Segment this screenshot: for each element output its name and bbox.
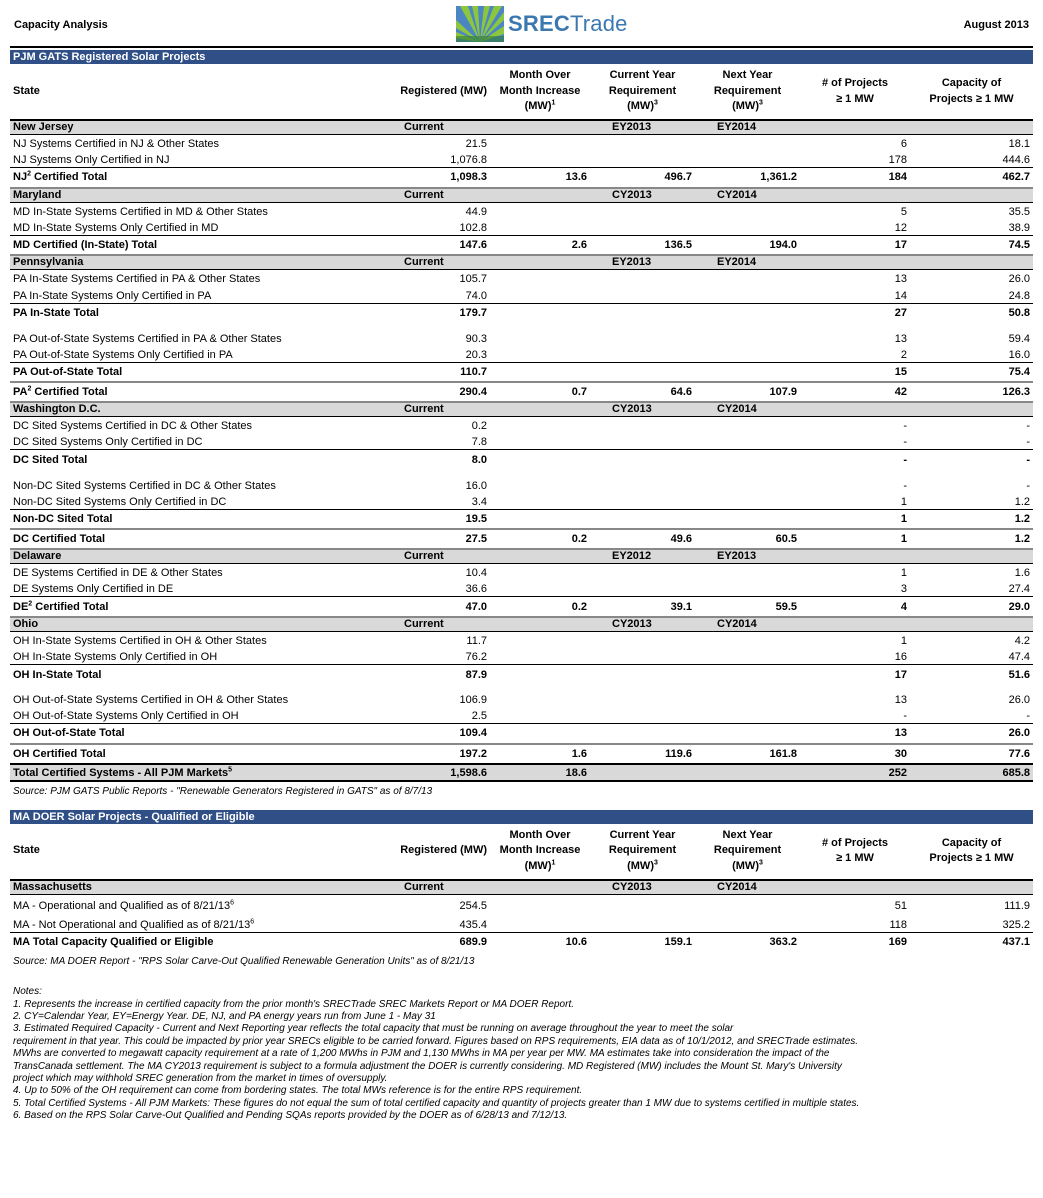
capacity-value: 74.5 <box>910 235 1033 255</box>
row-label: MA Total Capacity Qualified or Eligible <box>10 932 380 952</box>
table-row <box>10 433 1033 450</box>
projects-value: - <box>903 710 907 723</box>
current-year-label: EY2012 <box>590 549 695 564</box>
next-year-label: CY2014 <box>695 880 800 895</box>
row-label: Total Certified Systems - All PJM Markets$^5$ <box>10 764 380 781</box>
footnote-line: requirement in that year. This could be impacted by prior year SRECs eligible to be carried forward. Figures based on RPS requirements, EIA data as of 10/1/2012, and SRECTrade estimates. <box>13 1035 859 1047</box>
registered-value: 1,598.6 <box>380 764 490 781</box>
brand-name <box>508 11 628 37</box>
projects-value: 12 <box>894 221 907 234</box>
current-year-label: CY2013 <box>590 402 695 417</box>
footnote-line: 5. Total Certified Systems - All PJM Markets: These figures do not equal the sum of total certified capacity and quantity of projects greater than 1 MW due to systems certified in multiple states. <box>13 1097 860 1109</box>
row-label: MD In-State Systems Only Certified in MD <box>13 221 219 234</box>
current-label: Current <box>380 880 490 895</box>
capacity-value: 111.9 <box>1004 900 1030 913</box>
report-date: August 2013 <box>963 19 1029 31</box>
capacity-value: 50.8 <box>910 303 1033 323</box>
projects-value: 30 <box>800 744 910 764</box>
capacity-value: 24.8 <box>1008 289 1030 302</box>
state-row-ohio <box>10 617 1033 632</box>
subtotal-row-oh-in-state <box>10 665 1033 685</box>
row-label: OH Out-of-State Total <box>10 724 380 744</box>
next-req-value: 194.0 <box>695 235 800 255</box>
col-header-next-req: Next Year Requirement (MW)$^3$ <box>695 64 800 120</box>
col-header-current-req: Current Year Requirement (MW)$^3$ <box>590 824 695 880</box>
registered-value: 21.5 <box>465 138 487 151</box>
table-row <box>10 151 1033 168</box>
table-row <box>10 564 1033 581</box>
table-row <box>10 707 1033 724</box>
footnote-line: TransCanada settlement. The MA CY2013 requirement is subject to a formula adjustment the DOER is currently considering. MD Registered (MW) includes the Mount St. Mary's University <box>13 1060 842 1072</box>
footnote-line: project which may withhold SREC generation from the market in times of oversupply. <box>13 1073 388 1085</box>
table-row <box>10 286 1033 303</box>
total-row-dc <box>10 529 1033 549</box>
registered-value: 179.7 <box>380 303 490 323</box>
next-year-label: EY2014 <box>695 120 800 135</box>
table-row <box>10 476 1033 493</box>
row-label: OH In-State Systems Only Certified in OH <box>13 651 218 663</box>
brand-prefix: SREC <box>508 11 570 36</box>
table-row <box>10 691 1033 708</box>
footnote-line: 2. CY=Calendar Year, EY=Energy Year. DE, NJ, and PA energy years run from June 1 - May 31 <box>13 1011 436 1022</box>
registered-value: 435.4 <box>459 918 487 931</box>
subtotal-row-dc-sited <box>10 450 1033 470</box>
row-label: DC Sited Total <box>10 450 380 470</box>
capacity-value: - <box>1026 436 1030 449</box>
capacity-value: 51.6 <box>910 665 1033 685</box>
projects-value: 252 <box>800 764 910 781</box>
table-row <box>10 913 1033 932</box>
row-label: $PA^2$ Certified Total <box>10 382 380 402</box>
total-row-de <box>10 597 1033 617</box>
projects-value: 2 <box>900 348 907 361</box>
projects-value: 1 <box>800 529 910 549</box>
current-req-value: 119.6 <box>590 744 695 764</box>
capacity-value: 75.4 <box>910 362 1033 382</box>
registered-value: 44.9 <box>465 205 487 218</box>
capacity-value: 1.2 <box>910 509 1033 529</box>
row-label: DE Systems Certified in DE & Other States <box>13 567 223 580</box>
capacity-value: 325.2 <box>1002 918 1030 931</box>
row-label: Non-DC Sited Systems Only Certified in DC <box>13 495 227 508</box>
row-label: PA In-State Systems Only Certified in PA <box>13 289 212 302</box>
increase-value: 0.7 <box>490 382 590 402</box>
registered-value: 90.3 <box>465 332 487 345</box>
registered-value: 3.4 <box>471 495 487 508</box>
col-header-month-increase: Month Over Month Increase (MW)$^1$ <box>490 64 590 120</box>
row-label: PA In-State Total <box>10 303 380 323</box>
current-label: Current <box>380 188 490 203</box>
pjm-capacity-table <box>10 64 1033 782</box>
table-row <box>10 631 1033 648</box>
projects-value: 1 <box>800 509 910 529</box>
table-row <box>10 580 1033 597</box>
projects-value: 13 <box>894 694 907 707</box>
current-label: Current <box>380 402 490 417</box>
current-label: Current <box>380 617 490 632</box>
state-name: Delaware <box>10 549 380 564</box>
capacity-value: 1.6 <box>1014 567 1030 580</box>
row-label: MD Certified (In-State) Total <box>10 235 380 255</box>
table-row <box>10 135 1033 152</box>
state-name: New Jersey <box>10 120 380 135</box>
registered-value: 110.7 <box>380 362 490 382</box>
row-label: PA Out-of-State Total <box>10 362 380 382</box>
subtotal-row-oh-out-of-state <box>10 724 1033 744</box>
increase-value: 1.6 <box>490 744 590 764</box>
projects-value: 184 <box>800 168 910 188</box>
row-label: NJ Systems Only Certified in NJ <box>13 154 170 167</box>
next-year-label: EY2014 <box>695 255 800 270</box>
col-header-month-increase: Month Over Month Increase (MW)$^1$ <box>490 824 590 880</box>
capacity-value: 444.6 <box>1002 154 1030 167</box>
state-name: Massachusetts <box>10 880 380 895</box>
capacity-value: 1.2 <box>1014 495 1030 508</box>
registered-value: 11.7 <box>466 634 487 647</box>
capacity-value: 26.0 <box>910 724 1033 744</box>
registered-value: 19.5 <box>380 509 490 529</box>
table-row <box>10 417 1033 434</box>
registered-value: 102.8 <box>459 221 487 234</box>
row-label: MA - Operational and Qualified as of $8/21/13^6$ <box>13 899 234 913</box>
projects-value: 42 <box>800 382 910 402</box>
registered-value: 7.8 <box>471 436 487 449</box>
pjm-section-title: PJM GATS Registered Solar Projects <box>10 50 1033 64</box>
total-row-pa <box>10 382 1033 402</box>
projects-value: 118 <box>889 918 907 931</box>
table-row <box>10 894 1033 913</box>
capacity-value: 26.0 <box>1008 273 1030 286</box>
brand-suffix: Trade <box>569 11 628 36</box>
registered-value: 47.0 <box>380 597 490 617</box>
ma-source-note: Source: MA DOER Report - "RPS Solar Carve-Out Qualified Renewable Generation Units" as of 8/21/13 <box>13 956 475 968</box>
total-row-ma <box>10 932 1033 952</box>
next-req-value: 59.5 <box>695 597 800 617</box>
projects-value: - <box>800 450 910 470</box>
row-label: DC Sited Systems Only Certified in DC <box>13 436 203 449</box>
footnotes <box>10 986 1033 1122</box>
col-header-registered: Registered (MW) <box>380 824 490 880</box>
row-label: NJ Systems Certified in NJ & Other States <box>13 138 220 151</box>
registered-value: 254.5 <box>459 900 487 913</box>
registered-value: 197.2 <box>380 744 490 764</box>
projects-value: 14 <box>894 289 907 302</box>
registered-value: 76.2 <box>465 651 487 663</box>
current-year-label: CY2013 <box>590 617 695 632</box>
table-header-row <box>10 64 1033 120</box>
col-header-current-req: Current Year Requirement (MW)$^3$ <box>590 64 695 120</box>
current-label: Current <box>380 255 490 270</box>
next-req-value: 107.9 <box>695 382 800 402</box>
registered-value: 20.3 <box>465 348 487 361</box>
row-label: OH Certified Total <box>10 744 380 764</box>
capacity-value: 47.4 <box>1008 651 1030 663</box>
row-label: MD In-State Systems Certified in MD & Other States <box>13 205 268 218</box>
capacity-value: 16.0 <box>1008 348 1030 361</box>
registered-value: 109.4 <box>380 724 490 744</box>
current-year-label: EY2013 <box>590 255 695 270</box>
row-label: DE Systems Only Certified in DE <box>13 583 174 596</box>
projects-value: 178 <box>888 154 907 167</box>
capacity-value: 18.1 <box>1008 138 1030 151</box>
footnote-line: 3. Estimated Required Capacity - Current and Next Reporting year reflects the total capacity that must be running on average throughout the year to meet the solar <box>13 1023 734 1035</box>
capacity-value: - <box>1026 420 1030 433</box>
next-year-label: CY2014 <box>695 402 800 417</box>
row-label: Non-DC Sited Total <box>10 509 380 529</box>
next-year-label: EY2013 <box>695 549 800 564</box>
capacity-value: 59.4 <box>1008 332 1030 345</box>
current-req-value: 496.7 <box>590 168 695 188</box>
current-req-value: 136.5 <box>590 235 695 255</box>
state-row-massachusetts <box>10 880 1033 895</box>
row-label: DC Sited Systems Certified in DC & Other States <box>13 420 253 433</box>
state-name: Maryland <box>10 188 380 203</box>
registered-value: 0.2 <box>471 420 487 433</box>
capacity-value: - <box>1026 479 1030 492</box>
row-label: PA Out-of-State Systems Only Certified in PA <box>13 348 233 361</box>
capacity-value: 126.3 <box>910 382 1033 402</box>
next-year-label: CY2014 <box>695 188 800 203</box>
state-name: Washington D.C. <box>10 402 380 417</box>
capacity-value: 29.0 <box>910 597 1033 617</box>
table-row <box>10 329 1033 346</box>
col-header-next-req: Next Year Requirement (MW)$^3$ <box>695 824 800 880</box>
capacity-value: 685.8 <box>910 764 1033 781</box>
table-row <box>10 648 1033 665</box>
projects-value: 1 <box>900 495 907 508</box>
projects-value: 13 <box>894 332 907 345</box>
state-name: Ohio <box>10 617 380 632</box>
registered-value: 105.7 <box>459 273 487 286</box>
projects-value: 6 <box>900 138 907 151</box>
grand-total-row-pjm <box>10 764 1033 781</box>
sun-rays-logo-icon <box>456 6 504 42</box>
projects-value: - <box>903 479 907 492</box>
projects-value: 4 <box>800 597 910 617</box>
projects-value: 15 <box>800 362 910 382</box>
col-header-projects: # of Projects ≥ 1 MW <box>800 824 910 880</box>
report-header <box>10 0 1033 48</box>
capacity-value: 1.2 <box>910 529 1033 549</box>
projects-value: 13 <box>800 724 910 744</box>
projects-value: 27 <box>800 303 910 323</box>
subtotal-row-pa-out-of-state <box>10 362 1033 382</box>
row-label: OH Out-of-State Systems Only Certified in OH <box>13 710 239 723</box>
projects-value: 1 <box>900 634 907 647</box>
subtotal-row-pa-in-state <box>10 303 1033 323</box>
projects-value: 51 <box>894 900 907 913</box>
increase-value: 13.6 <box>490 168 590 188</box>
row-label: $NJ^2$ Certified Total <box>10 168 380 188</box>
state-row-delaware <box>10 549 1033 564</box>
total-row-oh <box>10 744 1033 764</box>
report-title: Capacity Analysis <box>14 19 108 31</box>
current-year-label: CY2013 <box>590 188 695 203</box>
current-req-value: 39.1 <box>590 597 695 617</box>
registered-value: 1,098.3 <box>380 168 490 188</box>
current-req-value: 159.1 <box>590 932 695 952</box>
col-header-projects: # of Projects ≥ 1 MW <box>800 64 910 120</box>
projects-value: 17 <box>800 665 910 685</box>
current-label: Current <box>380 549 490 564</box>
next-req-value: 60.5 <box>695 529 800 549</box>
current-req-value: 49.6 <box>590 529 695 549</box>
projects-value: 3 <box>900 583 907 596</box>
registered-value: 8.0 <box>380 450 490 470</box>
subtotal-row-non-dc-sited <box>10 509 1033 529</box>
row-label: PA Out-of-State Systems Certified in PA & Other States <box>13 332 282 345</box>
row-label: DC Certified Total <box>10 529 380 549</box>
registered-value: 16.0 <box>465 479 487 492</box>
col-header-state: State <box>10 64 380 120</box>
capacity-value: 26.0 <box>1008 694 1030 707</box>
state-name: Pennsylvania <box>10 255 380 270</box>
footnote-line: MWhs are converted to megawatt capacity requirement at a rate of 1,200 MWhs in PJM and 1,130 MWhs in MA per year per MW. MA estimates take into consideration the impact of the <box>13 1048 830 1060</box>
pjm-source-note: Source: PJM GATS Public Reports - "Renewable Generators Registered in GATS" as of 8/7/13 <box>13 785 433 797</box>
next-year-label: CY2014 <box>695 617 800 632</box>
table-row <box>10 219 1033 236</box>
total-row-md <box>10 235 1033 255</box>
registered-value: 27.5 <box>380 529 490 549</box>
footnote-line: 6. Based on the RPS Solar Carve-Out Qualified and Pending SQAs reports provided by the DOER as of 6/28/13 and 7/12/13. <box>13 1110 568 1122</box>
increase-value: 0.2 <box>490 529 590 549</box>
col-header-capacity: Capacity of Projects ≥ 1 MW <box>910 824 1033 880</box>
current-year-label: EY2013 <box>590 120 695 135</box>
total-row-nj <box>10 168 1033 188</box>
row-label: Non-DC Sited Systems Certified in DC & Other States <box>13 479 276 492</box>
capacity-value: 4.2 <box>1014 634 1030 647</box>
projects-value: 169 <box>800 932 910 952</box>
table-row <box>10 202 1033 219</box>
next-req-value: 161.8 <box>695 744 800 764</box>
projects-value: 1 <box>900 567 907 580</box>
registered-value: 10.4 <box>465 567 487 580</box>
registered-value: 689.9 <box>380 932 490 952</box>
footnote-line: 4. Up to 50% of the OH requirement can come from bordering states. The total MWs reference is for the entire RPS requirement. <box>13 1085 583 1097</box>
row-label: $DE^2$ Certified Total <box>10 597 380 617</box>
ma-section-title: MA DOER Solar Projects - Qualified or Eligible <box>10 810 1033 824</box>
registered-value: 2.5 <box>471 710 487 723</box>
table-row <box>10 346 1033 363</box>
col-header-registered: Registered (MW) <box>380 64 490 120</box>
footnote-line: Notes: <box>13 986 42 998</box>
table-header-row <box>10 824 1033 880</box>
increase-value: 18.6 <box>490 764 590 781</box>
projects-value: 13 <box>894 273 907 286</box>
state-row-washington-dc <box>10 402 1033 417</box>
current-req-value: 64.6 <box>590 382 695 402</box>
next-req-value: 1,361.2 <box>695 168 800 188</box>
srectrade-logo <box>456 6 628 42</box>
state-row-new-jersey <box>10 120 1033 135</box>
increase-value: 10.6 <box>490 932 590 952</box>
row-label: OH In-State Total <box>10 665 380 685</box>
row-label: OH In-State Systems Certified in OH & Other States <box>13 634 267 647</box>
registered-value: 87.9 <box>380 665 490 685</box>
projects-value: 5 <box>900 205 907 218</box>
capacity-value: 77.6 <box>910 744 1033 764</box>
capacity-value: 38.9 <box>1008 221 1030 234</box>
next-req-value: 363.2 <box>695 932 800 952</box>
increase-value: 2.6 <box>490 235 590 255</box>
capacity-value: 437.1 <box>910 932 1033 952</box>
capacity-value: - <box>910 450 1033 470</box>
projects-value: 16 <box>894 651 907 663</box>
current-year-label: CY2013 <box>590 880 695 895</box>
projects-value: 17 <box>800 235 910 255</box>
projects-value: - <box>903 436 907 449</box>
col-header-capacity: Capacity of Projects ≥ 1 MW <box>910 64 1033 120</box>
state-row-maryland <box>10 188 1033 203</box>
registered-value: 1,076.8 <box>450 154 487 167</box>
capacity-value: 35.5 <box>1008 205 1030 218</box>
registered-value: 36.6 <box>465 583 487 596</box>
registered-value: 74.0 <box>465 289 487 302</box>
footnote-line: 1. Represents the increase in certified capacity from the prior month's SRECTrade SREC Markets Report or MA DOER Report. <box>13 998 575 1010</box>
registered-value: 106.9 <box>459 694 487 707</box>
registered-value: 290.4 <box>380 382 490 402</box>
row-label: MA - Not Operational and Qualified as of $8/21/13^6$ <box>13 918 255 931</box>
registered-value: 147.6 <box>380 235 490 255</box>
capacity-value: 27.4 <box>1008 583 1030 596</box>
table-row <box>10 270 1033 287</box>
capacity-value: - <box>1026 710 1030 723</box>
increase-value: 0.2 <box>490 597 590 617</box>
projects-value: - <box>903 420 907 433</box>
ma-capacity-table <box>10 824 1033 953</box>
table-row <box>10 493 1033 510</box>
row-label: PA In-State Systems Certified in PA & Other States <box>13 273 261 286</box>
capacity-value: 462.7 <box>910 168 1033 188</box>
current-label: Current <box>380 120 490 135</box>
col-header-state: State <box>10 824 380 880</box>
row-label: OH Out-of-State Systems Certified in OH & Other States <box>13 694 289 707</box>
state-row-pennsylvania <box>10 255 1033 270</box>
